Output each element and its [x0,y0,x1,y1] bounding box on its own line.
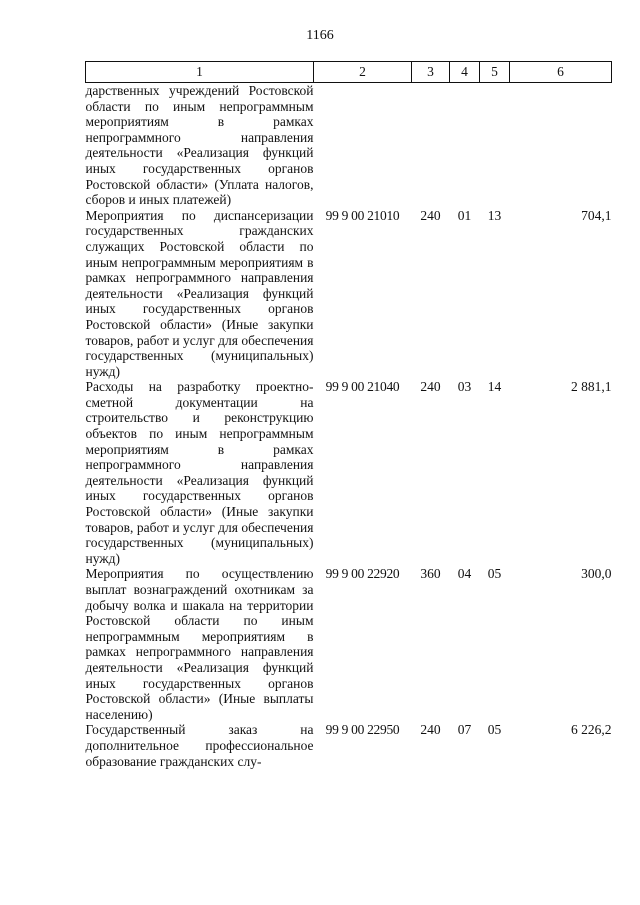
row-description: Мероприятия по диспансеризации государственных гражданских служащих Ростовской области по иным непрограммным мероприятиям в рамках непрограммного направления деятельности «Реализация функций иных государственных органов Ростовской области» (Иные закупки товаров, работ и услуг для обеспечения государственных (муниципальных) нужд) [85,207,314,379]
row-description: Государственный заказ на дополнительное профессиональное образование гражданских слу- [85,722,314,769]
row-amount: 704,1 [581,207,612,223]
row-amount [510,83,612,208]
column-header-2: 2 [314,62,412,83]
row-subsection: 13 [487,207,502,223]
column-header-1: 1 [86,62,314,83]
column-header-5: 5 [480,62,510,83]
column-header-6: 6 [510,62,612,83]
row-target-code: 99 9 00 22950 [325,722,400,738]
row-description: Расходы на разработку проектно-сметной документации на строительство и реконструкцию объектов по иным непрограммным мероприятиям в рамках непрограммного направления деятельности «Реализация функций иных государственных органов Ростовской области» (Иные закупки товаров, работ и услуг для обеспечения государственных (муниципальных) нужд) [85,379,314,566]
column-header-4: 4 [450,62,480,83]
row-amount: 2 881,1 [571,379,612,395]
table-row [86,83,612,208]
table-row [86,379,612,566]
row-target-code [314,83,412,208]
row-target-code: 99 9 00 22920 [325,566,400,582]
row-subsection: 05 [487,722,502,738]
table-row [86,208,612,380]
row-expense-type: 240 [420,207,441,223]
table-row [86,722,612,769]
row-target-code: 99 9 00 21040 [325,379,400,395]
row-subsection [480,83,510,208]
column-header-3: 3 [412,62,450,83]
row-expense-type: 240 [420,722,441,738]
row-section: 07 [457,722,472,738]
row-expense-type: 240 [420,379,441,395]
row-section: 04 [457,566,472,582]
row-amount: 300,0 [581,566,612,582]
table-header-row [86,62,612,83]
row-subsection: 14 [487,379,502,395]
page-number: 1166 [306,28,334,43]
row-expense-type [412,83,450,208]
row-amount: 6 226,2 [571,722,612,738]
row-expense-type: 360 [420,566,441,582]
table-row [86,566,612,722]
budget-table [85,61,612,769]
row-target-code: 99 9 00 21010 [325,207,400,223]
row-section: 03 [457,379,472,395]
row-description: Мероприятия по осуществлению выплат вознаграждений охотникам за добычу волка и шакала на территории Ростовской области по иным непрограммным мероприятиям в рамках непрограммного направления деятельности «Реализация функций иных государственных органов Ростовской области» (Иные выплаты населению) [85,566,314,722]
row-section: 01 [457,207,472,223]
row-subsection: 05 [487,566,502,582]
row-description: дарственных учреждений Ростовской области по иным непрограммным мероприятиям в рамках непрограммного направления деятельности «Реализация функций иных государственных органов Ростовской области» (Уплата налогов, сборов и иных платежей) [85,83,314,208]
row-section [450,83,480,208]
